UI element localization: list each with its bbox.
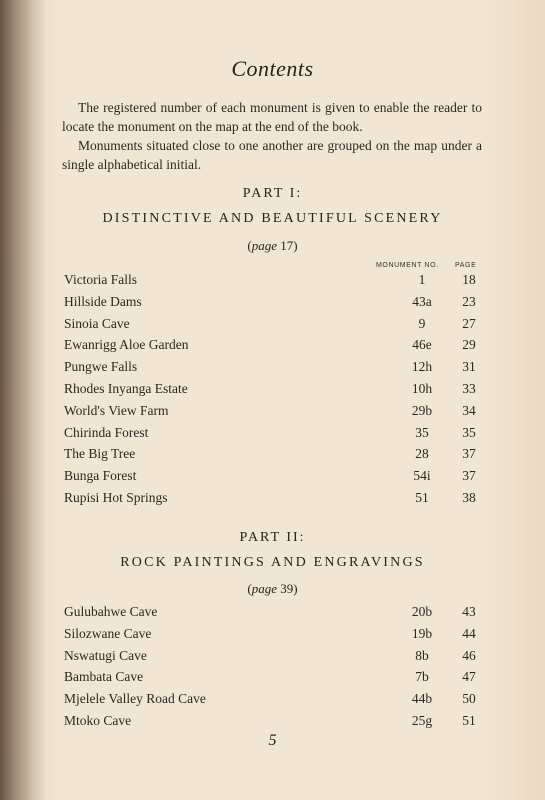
entry-page: 34 <box>462 402 476 418</box>
entry-name: Nswatugi Cave <box>64 647 147 663</box>
entry-name: The Big Tree <box>64 446 136 462</box>
entry-page: 38 <box>462 489 476 505</box>
list-item <box>64 337 484 359</box>
entry-page: 18 <box>462 272 476 287</box>
entry-name: Victoria Falls <box>64 272 138 287</box>
list-item <box>64 381 484 403</box>
part-1-title: DISTINCTIVE AND BEAUTIFUL SCENERY <box>102 211 443 226</box>
list-item <box>64 669 484 691</box>
entry-page: 47 <box>462 669 476 685</box>
list-item <box>64 425 484 447</box>
entry-monument-no: 25g <box>411 712 433 728</box>
list-item <box>64 648 484 670</box>
entry-name: Chirinda Forest <box>64 424 149 440</box>
entry-monument-no: 28 <box>415 446 429 462</box>
list-item <box>64 604 484 626</box>
entry-name: Pungwe Falls <box>64 359 138 375</box>
entry-name: Silozwane Cave <box>64 625 152 641</box>
entry-name: Bunga Forest <box>64 468 137 484</box>
gutter-shadow <box>0 0 46 800</box>
part-1-entries <box>64 272 484 512</box>
list-item <box>64 294 484 316</box>
entry-page: 44 <box>462 625 476 641</box>
entry-name: Mtoko Cave <box>64 712 132 728</box>
page-number: 5 <box>268 732 277 749</box>
entry-name: Bambata Cave <box>64 669 144 685</box>
list-item <box>64 403 484 425</box>
entry-monument-no: 9 <box>418 315 426 331</box>
column-header-monument-no: MONUMENT NO. <box>376 262 439 269</box>
entry-monument-no: 51 <box>415 489 429 505</box>
list-item <box>64 468 484 490</box>
column-header-page: PAGE <box>455 262 477 269</box>
list-item <box>64 626 484 648</box>
part-2-heading: PART II: <box>239 530 306 545</box>
entry-name: Sinoia Cave <box>64 315 130 331</box>
entry-monument-no: 35 <box>415 424 429 440</box>
entry-monument-no: 43a <box>412 293 432 309</box>
intro-paragraph-1: The registered number of each monument is given to enable the reader to locate the monument on the map at the end of the book. <box>62 100 482 134</box>
entry-monument-no: 44b <box>411 691 433 707</box>
list-item <box>64 446 484 468</box>
entry-monument-no: 29b <box>411 402 433 418</box>
entry-name: Rupisi Hot Springs <box>64 489 168 505</box>
list-item <box>64 272 484 294</box>
list-item <box>64 490 484 512</box>
part-2-page-ref: (page 39) <box>247 581 298 596</box>
intro-paragraph-2: Monuments situated close to one another are grouped on the map under a single alphabetical initial. <box>62 138 482 172</box>
entry-name: Gulubahwe Cave <box>64 604 158 619</box>
intro-text <box>62 98 482 174</box>
entry-name: World's View Farm <box>64 402 169 418</box>
entry-name: Rhodes Inyanga Estate <box>64 380 188 396</box>
entry-page: 51 <box>462 712 476 728</box>
part-1-page-number: 17 <box>280 238 294 253</box>
page-title: Contents <box>231 56 314 81</box>
list-item <box>64 316 484 338</box>
entry-page: 46 <box>462 647 476 663</box>
entry-monument-no: 8b <box>415 647 429 663</box>
entry-page: 43 <box>462 604 476 619</box>
entry-page: 31 <box>462 359 476 375</box>
entry-page: 23 <box>462 293 476 309</box>
entry-monument-no: 54i <box>413 468 431 484</box>
part-2-title: ROCK PAINTINGS AND ENGRAVINGS <box>120 555 425 570</box>
entry-monument-no: 7b <box>415 669 429 685</box>
part-2-page-label: page <box>251 581 278 596</box>
entry-page: 33 <box>462 380 476 396</box>
part-1-page-label: page <box>251 238 278 253</box>
entry-monument-no: 1 <box>418 272 426 287</box>
entry-monument-no: 10h <box>411 380 433 396</box>
entry-monument-no: 12h <box>411 359 433 375</box>
entry-name: Mjelele Valley Road Cave <box>64 691 206 707</box>
entry-page: 37 <box>462 468 476 484</box>
entry-monument-no: 46e <box>412 337 432 353</box>
entry-name: Hillside Dams <box>64 293 142 309</box>
part-1-heading: PART I: <box>242 186 303 201</box>
entry-monument-no: 19b <box>411 625 433 641</box>
entry-monument-no: 20b <box>411 604 433 619</box>
list-item <box>64 359 484 381</box>
list-item <box>64 691 484 713</box>
part-2-entries <box>64 604 484 735</box>
part-2-page-number: 39 <box>280 581 294 596</box>
part-1-page-ref: (page 17) <box>247 238 298 253</box>
entry-name: Ewanrigg Aloe Garden <box>64 337 189 353</box>
entry-page: 37 <box>462 446 476 462</box>
entry-page: 50 <box>462 691 476 707</box>
entry-page: 27 <box>462 315 476 331</box>
entry-page: 29 <box>462 337 476 353</box>
entry-page: 35 <box>462 424 476 440</box>
